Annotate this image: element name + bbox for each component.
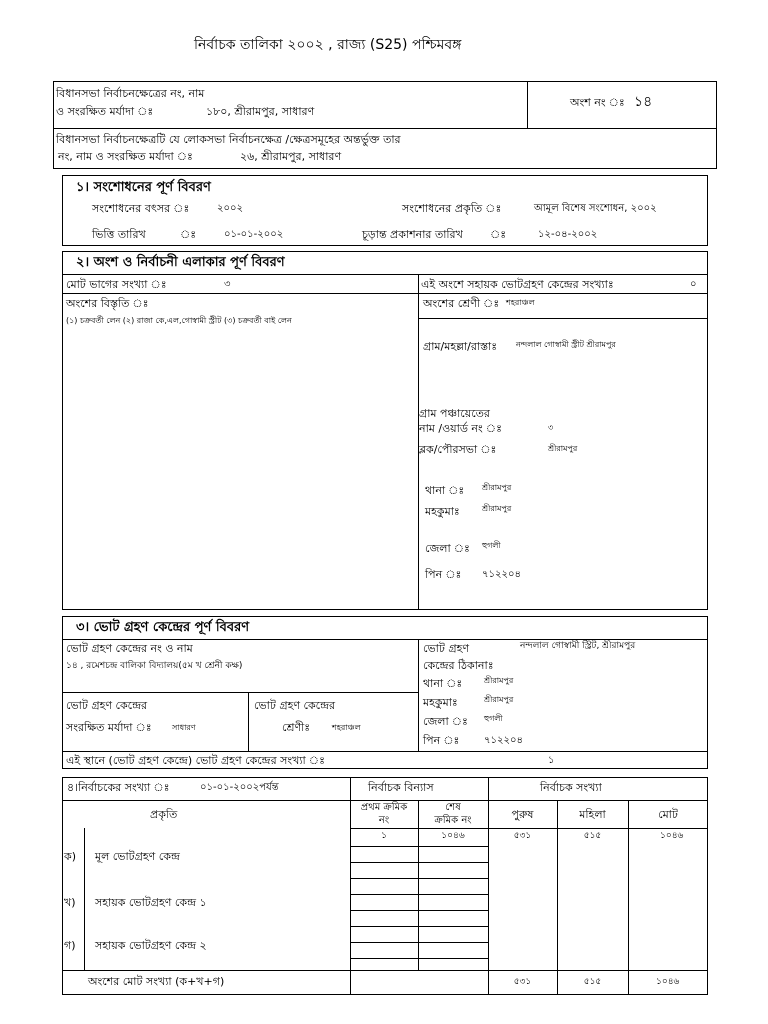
ps-name-value: ১৪ , রমেশচন্দ্র বালিকা বিদ্যালয়(৫ম খ শ্রেনী কক্ষ) — [66, 661, 243, 671]
row-first-serial: ১ — [381, 831, 387, 841]
divider — [62, 692, 418, 693]
ps-name-label: ভোট গ্রহণ কেন্দ্রের নং ও নাম — [66, 642, 193, 655]
s3-thana-value: শ্রীরামপুর — [484, 676, 514, 685]
part-category-label: অংশের শ্রেণী ঃ — [423, 297, 500, 310]
divider — [53, 128, 717, 129]
divider — [62, 639, 708, 640]
ps-category-value: শহরাঞ্চল — [332, 723, 361, 732]
extent-value: (১) চক্রবর্তী লেন (২) রাজা কে,এল,গোস্বামী স্ট্রীট (৩) চক্রবর্তী বাই লেন — [66, 316, 292, 325]
section2-box — [62, 251, 708, 610]
divider — [350, 862, 488, 863]
block-label: ব্লক/পৌরসভা ঃ — [419, 443, 497, 456]
divider — [62, 274, 708, 275]
row-label: সহায়ক ভোটগ্রহণ কেন্দ্র ২ — [95, 939, 207, 952]
s2-subdivision-label: মহকুমাঃ — [425, 505, 460, 518]
revision-year-label: সংশোধনের বৎসর ঃ — [92, 202, 190, 215]
first-serial-header-1: প্রথম ক্রমিক — [360, 802, 408, 813]
pc-label-2: নং, নাম ও সংরক্ষিত মর্যাদা ঃ — [58, 150, 193, 163]
part-value: ১৪ — [634, 94, 653, 110]
nature-header: প্রকৃতি — [150, 808, 178, 821]
last-serial-header-1: শেষ — [445, 802, 461, 813]
base-date-colon: ঃ — [180, 228, 197, 241]
divider — [62, 970, 708, 971]
ps-address-label-2: কেন্দ্রের ঠিকানাঃ — [423, 659, 494, 672]
ps-count-label: এই স্থানে (ভোট গ্রহণ কেন্দ্রে) ভোট গ্রহণ কেন্দ্রের সংখ্যা ঃ — [66, 754, 325, 767]
divider — [350, 828, 708, 829]
ps-reservation-label-2: সংরক্ষিত মর্যাদা ঃ — [66, 721, 152, 734]
s2-district-label: জেলা ঃ — [425, 542, 470, 555]
divider — [350, 894, 488, 895]
s3-pin-value: ৭১২২০৪ — [484, 735, 523, 746]
divider — [418, 639, 419, 751]
divider — [350, 926, 488, 927]
s3-district-value: হুগলী — [484, 714, 503, 723]
divider — [350, 846, 488, 847]
part-category-value: শহরাঞ্চল — [506, 298, 535, 307]
row-label: সহায়ক ভোটগ্রহণ কেন্দ্র ১ — [95, 896, 207, 909]
female-header: মহিলা — [579, 808, 606, 821]
first-serial-header-2: নং — [378, 815, 390, 826]
base-date-label: ভিত্তি তারিখ — [92, 228, 146, 241]
divider — [350, 910, 488, 911]
final-date-label: চূড়ান্ত প্রকাশনার তারিখ — [362, 228, 463, 241]
revision-nature-value: আমূল বিশেষ সংশোধন, ২০০২ — [534, 203, 657, 214]
row-male: ৫৩১ — [513, 831, 532, 841]
ps-address-label-1: ভোট গ্রহণ — [423, 642, 470, 655]
elector-layout-header: নির্বাচক বিন্যাস — [368, 781, 434, 794]
divider — [84, 828, 85, 970]
ps-category-label-2: শ্রেণীঃ — [282, 721, 311, 734]
divider — [350, 942, 488, 943]
pc-value: ২৬, শ্রীরামপুর, সাধারণ — [240, 150, 342, 163]
row-mark: খ) — [64, 896, 76, 909]
aux-stations-label: এই অংশে সহায়ক ভোটগ্রহণ কেন্দ্রের সংখ্যাঃ — [421, 278, 614, 291]
aux-stations-value: ০ — [690, 279, 697, 290]
sum-total: ১০৪৬ — [656, 977, 680, 987]
s3-thana-label: থানা ঃ — [423, 677, 463, 690]
row-female: ৫১৫ — [583, 831, 602, 841]
s2-pin-value: ৭১২২০৪ — [482, 569, 521, 580]
s2-thana-value: শ্রীরামপুর — [482, 483, 512, 492]
part-label: অংশ নং ঃ — [570, 96, 625, 109]
ps-address-value: নন্দলাল গোস্বামী স্ট্রিট, শ্রীরামপুর — [520, 641, 636, 651]
divider — [350, 958, 488, 959]
pc-label-1: বিধানসভা নির্বাচনক্ষেত্রটি যে লোকসভা নির্বাচনক্ষেত্র /ক্ষেত্রসমূহের অন্তর্ভুক্ত তার — [56, 133, 401, 146]
extent-label: অংশের বিস্তৃতি ঃ — [66, 297, 149, 310]
divider — [248, 692, 249, 751]
village-value: নন্দলাল গোস্বামী স্ট্রীট শ্রীরামপুর — [516, 340, 616, 349]
base-date-value: ০১-০১-২০০২ — [224, 229, 284, 240]
s2-thana-label: থানা ঃ — [425, 484, 465, 497]
s3-subdivision-label: মহকুমাঃ — [423, 696, 458, 709]
divider — [62, 751, 708, 752]
s3-pin-label: পিন ঃ — [423, 734, 460, 747]
electors-heading: ৪।নির্বাচকের সংখ্যা ঃ — [67, 781, 170, 794]
divider — [418, 318, 708, 319]
divider — [62, 800, 708, 801]
row-last-serial: ১০৪৬ — [441, 831, 465, 841]
village-label: গ্রাম/মহল্লা/রাস্তাঃ — [423, 340, 498, 353]
sum-label: অংশের মোট সংখ্যা (ক+খ+গ) — [88, 975, 225, 988]
elector-count-header: নির্বাচক সংখ্যা — [540, 781, 602, 794]
total-parts-label: মোট ভাগের সংখ্যা ঃ — [66, 278, 167, 291]
s3-district-label: জেলা ঃ — [423, 715, 468, 728]
section1-heading: ১। সংশোধনের পূর্ণ বিবরণ — [76, 180, 211, 195]
ps-reservation-value: সাধারণ — [172, 723, 196, 732]
divider — [527, 81, 528, 129]
total-header: মোট — [658, 808, 678, 821]
sum-male: ৫৩১ — [513, 977, 532, 987]
row-mark: ক) — [64, 850, 76, 863]
block-value: শ্রীরামপুর — [548, 444, 578, 453]
section2-heading: ২। অংশ ও নির্বাচনী এলাকার পূর্ণ বিবরণ — [76, 255, 285, 270]
revision-nature-label: সংশোধনের প্রকৃতি ঃ — [402, 202, 502, 215]
total-parts-value: ৩ — [224, 279, 231, 290]
divider — [557, 800, 558, 995]
page-title: নির্বাচক তালিকা ২০০২ , রাজ্য (S25) পশ্চিমবঙ্গ — [194, 37, 462, 53]
s2-pin-label: পিন ঃ — [425, 568, 462, 581]
divider — [418, 274, 419, 610]
ps-category-label-1: ভোট গ্রহণ কেন্দ্রের — [254, 699, 336, 712]
gp-value: ৩ — [548, 423, 554, 432]
final-date-colon: ঃ — [490, 228, 507, 241]
last-serial-header-2: ক্রমিক নং — [434, 815, 472, 826]
ac-label-1: বিধানসভা নির্বাচনক্ষেত্রের নং, নাম — [56, 87, 205, 100]
ps-reservation-label-1: ভোট গ্রহণ কেন্দ্রের — [66, 699, 148, 712]
male-header: পুরুষ — [511, 808, 534, 821]
sum-female: ৫১৫ — [583, 977, 602, 987]
gp-label-1: গ্রাম পঞ্চায়েতের — [419, 407, 490, 420]
ac-label-2: ও সংরক্ষিত মর্যাদা ঃ — [56, 105, 154, 118]
ac-value: ১৮০, শ্রীরামপুর, সাধারণ — [206, 105, 315, 118]
row-mark: গ) — [64, 939, 76, 952]
section3-heading: ৩। ভোট গ্রহণ কেন্দ্রের পূর্ণ বিবরণ — [76, 620, 250, 635]
row-total: ১০৪৬ — [660, 831, 684, 841]
s3-subdivision-value: শ্রীরামপুর — [484, 695, 514, 704]
revision-year-value: ২০০২ — [217, 203, 244, 214]
ps-count-value: ১ — [548, 755, 555, 766]
row-label: মূল ভোটগ্রহণ কেন্দ্র — [95, 850, 180, 863]
divider — [628, 800, 629, 995]
final-date-value: ১২-০৪-২০০২ — [538, 229, 598, 240]
divider — [62, 293, 708, 294]
s2-subdivision-value: শ্রীরামপুর — [482, 504, 512, 513]
divider — [350, 878, 488, 879]
s2-district-value: হুগলী — [482, 541, 501, 550]
gp-label-2: নাম /ওয়ার্ড নং ঃ — [419, 422, 502, 435]
electors-as-of: ০১-০১-২০০২পর্যন্ত — [200, 782, 279, 793]
